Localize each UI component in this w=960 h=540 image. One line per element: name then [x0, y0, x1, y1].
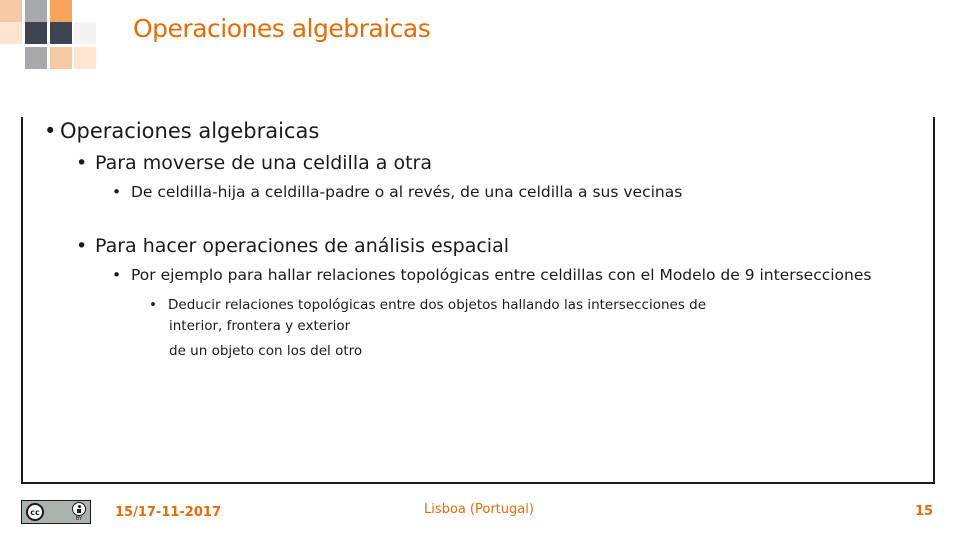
- decor-square: [50, 0, 72, 22]
- bullet-level2: [76, 152, 432, 174]
- bullet-text: De celdilla-hija a celdilla-padre o al revés, de una celdilla a sus vecinas: [131, 183, 683, 201]
- decor-square: [74, 47, 96, 69]
- decor-square: [25, 47, 47, 69]
- person-icon: [72, 502, 86, 516]
- bullet-dot: •: [76, 152, 88, 174]
- decor-square: [74, 22, 96, 44]
- decor-square: [25, 22, 47, 44]
- bullet-dot: •: [149, 297, 157, 313]
- decor-square: [50, 47, 72, 69]
- bullet-text: Para moverse de una celdilla a otra: [95, 152, 433, 174]
- bullet-level3: [112, 183, 682, 201]
- bullet-level2: [76, 235, 509, 257]
- decor-square: [50, 22, 72, 44]
- bullet-text: Por ejemplo para hallar relaciones topológicas entre celdillas con el Modelo de 9 intersecciones: [131, 266, 872, 284]
- page-number: 15: [915, 504, 934, 519]
- bullet-text: Para hacer operaciones de análisis espacial: [95, 235, 509, 257]
- by-attribution-icon: [72, 502, 86, 522]
- decor-square: [0, 0, 22, 22]
- bullet-level3: [112, 266, 871, 284]
- bullet-text: Deducir relaciones topológicas entre dos objetos hallando las intersecciones de: [168, 297, 707, 313]
- decor-square: [25, 0, 47, 22]
- bullet-dot: •: [76, 235, 88, 257]
- bullet-dot: •: [44, 119, 57, 143]
- bullet-continuation: de un objeto con los del otro: [169, 343, 363, 359]
- bullet-dot: •: [112, 266, 122, 284]
- cc-by-icon[interactable]: [21, 500, 91, 524]
- footer-date: 15/17-11-2017: [115, 505, 221, 520]
- bullet-level4: [149, 293, 706, 318]
- bullet-continuation: interior, frontera y exterior: [169, 318, 351, 334]
- bullet-dot: •: [112, 183, 122, 201]
- footer-place: Lisboa (Portugal): [424, 502, 534, 517]
- by-label: BY: [75, 516, 83, 522]
- bullet-level1: [44, 119, 319, 143]
- slide-title: Operaciones algebraicas: [133, 14, 431, 43]
- decor-square: [0, 22, 22, 44]
- cc-logo-icon: cc: [26, 503, 44, 521]
- bullet-text: Operaciones algebraicas: [60, 119, 320, 143]
